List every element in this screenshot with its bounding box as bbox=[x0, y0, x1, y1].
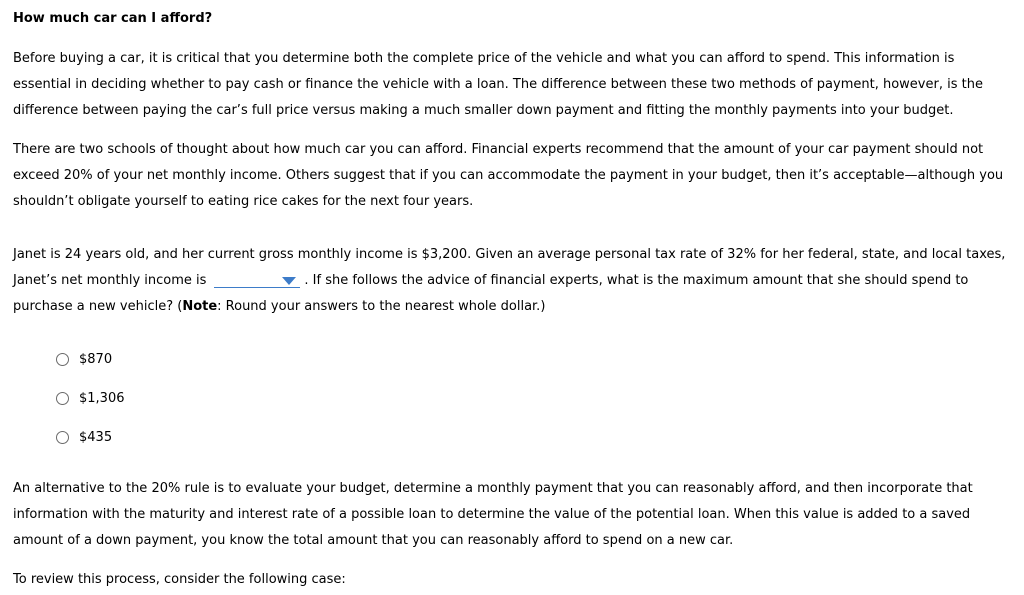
question-text-before: Janet is 24 years old, and her current gross monthly income is $3,200. Given an average personal tax rate of 32% for her federal, state, and local taxes, Janet’s net monthly income is bbox=[13, 247, 1006, 288]
note-label: Note bbox=[182, 299, 218, 314]
note-text: : Round your answers to the nearest whole dollar.) bbox=[217, 299, 546, 314]
answer-option-label: $1,306 bbox=[79, 391, 125, 406]
intro-paragraph: Before buying a car, it is critical that you determine both the complete price of the vehicle and what you can afford to spend. This information is essential in deciding whether to pay cash or finance the vehicle with a loan. The difference between these two methods of payment, however, is the difference between paying the car’s full price versus making a much smaller down payment and fitting the monthly payments into your budget. bbox=[13, 51, 983, 118]
question-text-after: . If she follows the advice of financial experts, what is the maximum amount that she should spend to purchase a new vehicle? ( bbox=[13, 273, 969, 314]
review-process-paragraph: To review this process, consider the following case: bbox=[13, 572, 346, 587]
answer-option-label: $435 bbox=[79, 430, 113, 445]
answer-option-label: $870 bbox=[79, 352, 113, 367]
radio-button[interactable] bbox=[56, 353, 69, 366]
page-title: How much car can I afford? bbox=[13, 11, 213, 26]
schools-of-thought-paragraph: There are two schools of thought about how much car you can afford. Financial experts recommend that the amount of your car payment should not exceed 20% of your net monthly income. Others suggest that if you can accommodate the payment in your budget, then it’s acceptable—although you shouldn’t obligate yourself to eating rice cakes for the next four years. bbox=[13, 142, 1004, 209]
net-income-dropdown[interactable] bbox=[214, 271, 300, 288]
caret-down-icon bbox=[282, 277, 296, 285]
answer-option[interactable] bbox=[56, 340, 125, 379]
answer-option[interactable] bbox=[56, 418, 125, 457]
question-paragraph bbox=[13, 242, 1013, 320]
answer-options bbox=[56, 340, 125, 457]
radio-button[interactable] bbox=[56, 431, 69, 444]
radio-button[interactable] bbox=[56, 392, 69, 405]
answer-option[interactable] bbox=[56, 379, 125, 418]
alternative-rule-paragraph: An alternative to the 20% rule is to evaluate your budget, determine a monthly payment that you can reasonably afford, and then incorporate that information with the maturity and interest rate of a possible loan to determine the value of the potential loan. When this value is added to a saved amount of a down payment, you know the total amount that you can reasonably afford to spend on a new car. bbox=[13, 481, 973, 548]
